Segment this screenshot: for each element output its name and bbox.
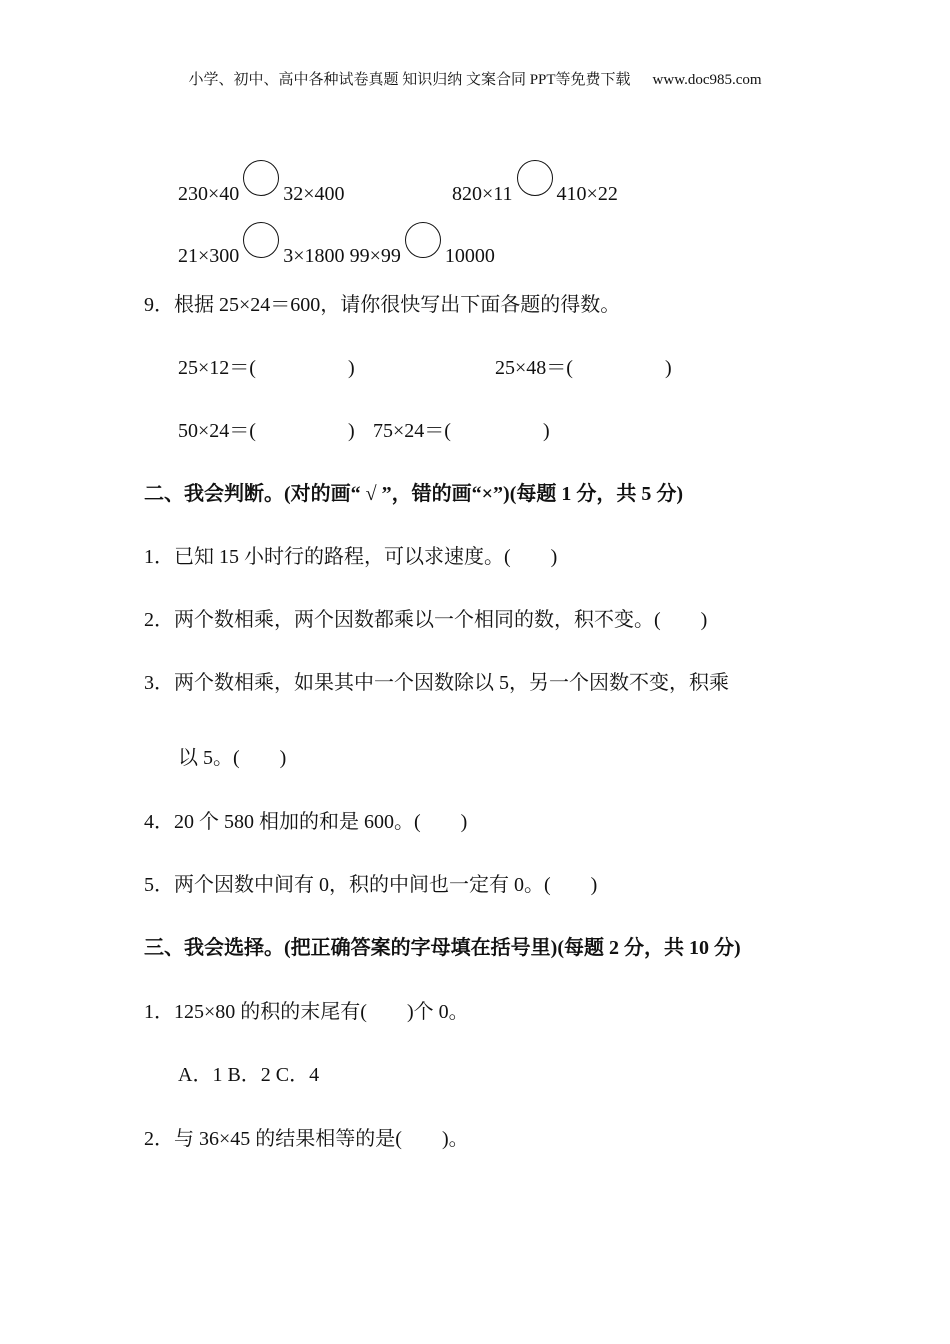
paren-close: ) — [347, 357, 355, 379]
paren-close: ) — [664, 357, 672, 379]
q9-expr: 75×24＝( — [373, 420, 451, 442]
paren-close: ) — [347, 420, 355, 442]
header-url: www.doc985.com — [652, 72, 762, 88]
q9-item-2 — [495, 354, 672, 382]
judge-item-2: 2．两个数相乘，两个因数都乘以一个相同的数，积不变。( ) — [144, 609, 708, 631]
choice-question-2: 2．与 36×45 的结果相等的是( )。 — [144, 1128, 469, 1150]
compare-expr: 3×1800 — [283, 245, 345, 267]
q9-expr: 25×12＝( — [178, 357, 256, 379]
compare-row-1-b — [452, 168, 618, 208]
q9-item-4 — [373, 417, 550, 445]
judge-item-3-cont: 以 5。( ) — [178, 747, 287, 769]
answer-circle[interactable] — [243, 222, 279, 258]
compare-row-2 — [178, 230, 495, 270]
answer-circle[interactable] — [405, 222, 441, 258]
q9-expr: 50×24＝( — [178, 420, 256, 442]
choice-question-1: 1．125×80 的积的末尾有( )个 0。 — [144, 1001, 469, 1023]
page-header — [0, 68, 950, 89]
choice-question-1-options: A．1 B．2 C．4 — [178, 1064, 320, 1086]
q9-item-3 — [178, 417, 355, 445]
compare-expr: 99×99 — [349, 245, 401, 267]
compare-expr: 32×400 — [283, 183, 345, 205]
paren-close: ) — [542, 420, 550, 442]
judge-item-4: 4．20 个 580 相加的和是 600。( ) — [144, 811, 468, 833]
answer-circle[interactable] — [243, 160, 279, 196]
compare-expr: 10000 — [444, 245, 495, 267]
compare-row-1-a — [178, 168, 345, 208]
judge-item-3: 3．两个数相乘，如果其中一个因数除以 5，另一个因数不变，积乘 — [144, 672, 729, 694]
compare-expr: 230×40 — [178, 183, 240, 205]
q9-item-1 — [178, 354, 355, 382]
judge-item-1: 1．已知 15 小时行的路程，可以求速度。( ) — [144, 546, 558, 568]
question-9-text: 9．根据 25×24＝600，请你很快写出下面各题的得数。 — [144, 294, 621, 316]
answer-circle[interactable] — [517, 160, 553, 196]
compare-expr: 410×22 — [556, 183, 618, 205]
section-3-title: 三、我会选择。(把正确答案的字母填在括号里)(每题 2 分，共 10 分) — [144, 937, 741, 959]
compare-expr: 21×300 — [178, 245, 240, 267]
header-text: 小学、初中、高中各种试卷真题 知识归纳 文案合同 PPT等免费下载 — [188, 72, 631, 88]
section-2-title: 二、我会判断。(对的画“ √ ”，错的画“×”)(每题 1 分，共 5 分) — [144, 483, 684, 505]
compare-expr: 820×11 — [452, 183, 513, 205]
judge-item-5: 5．两个因数中间有 0，积的中间也一定有 0。( ) — [144, 874, 598, 896]
q9-expr: 25×48＝( — [495, 357, 573, 379]
